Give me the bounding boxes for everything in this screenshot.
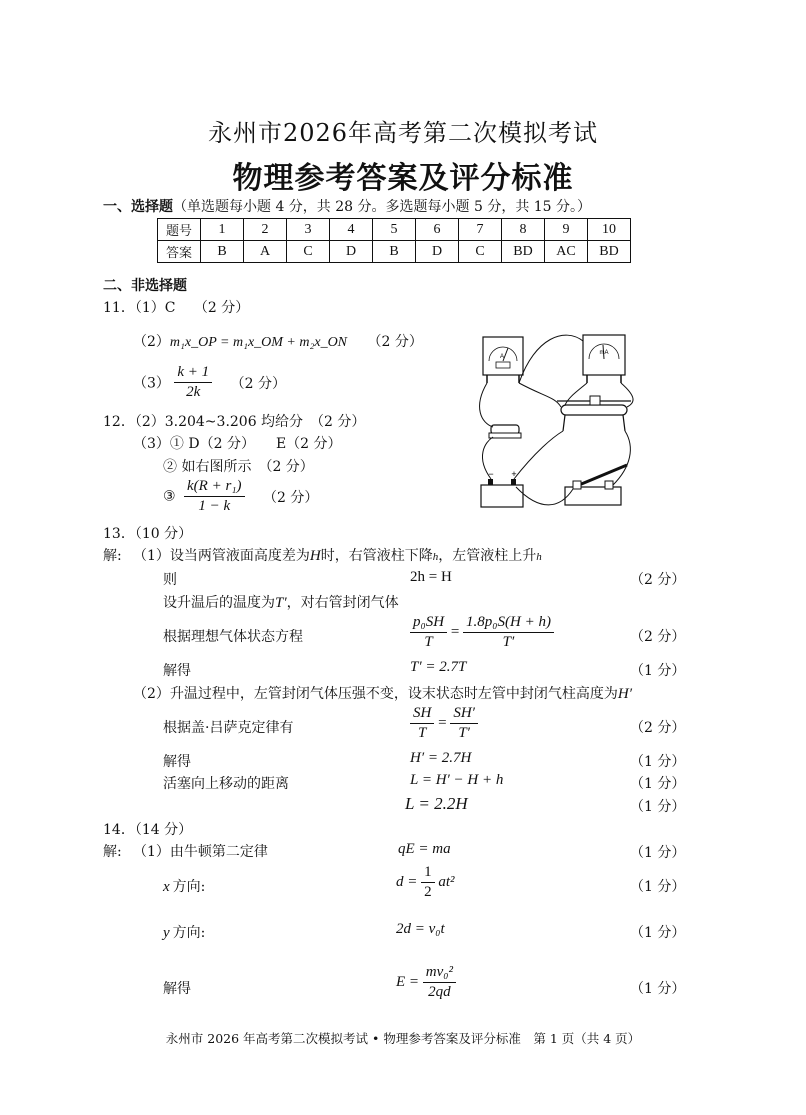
var-y: y xyxy=(163,925,170,941)
q-number: 5 xyxy=(373,219,416,241)
q13-p5-text: （2）升温过程中，左管封闭气体压强不变，设末状态时左管中封闭气柱高度为 xyxy=(133,686,618,702)
var-x: x xyxy=(163,879,170,895)
answer-cell: B xyxy=(373,241,416,263)
q12-line3: ② 如右图所示 （2 分） xyxy=(163,459,314,475)
q14-x-label: 方向: xyxy=(172,879,206,895)
fraction-denominator: T′ xyxy=(458,725,470,741)
switch-icon xyxy=(565,465,627,505)
q-number: 3 xyxy=(287,219,330,241)
q13-then-label: 则 xyxy=(163,572,177,588)
page-footer: 永州市 2026 年高考第二次模拟考试 • 物理参考答案及评分标准 第 1 页（共 4 页） xyxy=(165,1031,641,1046)
q13-eq1: 2h = H xyxy=(410,569,452,585)
q-number: 4 xyxy=(330,219,373,241)
q-number: 8 xyxy=(502,219,545,241)
q14-solve-label: 解: xyxy=(103,844,122,860)
fraction-denominator: 1 − k xyxy=(198,498,231,514)
q13-part2-intro xyxy=(133,683,632,703)
q13-ideal-gas-equation: $\frac{\text{p₀SH}}{T}$ = $\frac{\text{1.8p₀S(H + h)}}{T'}$ xyxy=(410,614,554,651)
fraction-denominator: T′ xyxy=(502,634,515,650)
q11-line3-score: （2 分） xyxy=(230,375,286,392)
fraction-numerator: 1 xyxy=(421,864,435,883)
circuit-diagram xyxy=(465,327,645,512)
fraction xyxy=(421,864,435,901)
fraction-numerator: SH xyxy=(410,705,434,724)
milliammeter-label: mA xyxy=(599,350,609,356)
answer-cell: C xyxy=(287,241,330,263)
fraction-numerator: p₀SH xyxy=(410,614,447,633)
q11-line2-score: （2 分） xyxy=(367,334,423,350)
q12-fraction xyxy=(184,478,245,515)
answer-cell: D xyxy=(330,241,373,263)
answer-cell: A xyxy=(244,241,287,263)
answer-table-number-row xyxy=(158,219,631,241)
q13-score4: （2 分） xyxy=(630,720,686,736)
exam-title: 永州市2026年高考第二次模拟考试 xyxy=(207,119,599,147)
q-number: 1 xyxy=(201,219,244,241)
q14-header: 14．（14 分） xyxy=(103,822,193,838)
q12-line4-prefix: ③ xyxy=(163,488,176,505)
q13-p2-tail: ，对右管封闭气体 xyxy=(286,595,399,611)
q11-line3-prefix: （3） xyxy=(133,375,170,392)
q14-score1: （1 分） xyxy=(630,845,686,861)
q14-eq3: 2d = v₀t xyxy=(396,921,445,937)
fraction xyxy=(410,614,447,651)
q14-eq4 xyxy=(396,964,456,1001)
q14-solve-result-label: 解得 xyxy=(163,981,191,997)
section1-heading: 一、选择题 xyxy=(103,199,173,215)
q13-solve-result-label: 解得 xyxy=(163,663,191,679)
q13-score5: （1 分） xyxy=(630,754,686,770)
q-number: 7 xyxy=(459,219,502,241)
q14-score3: （1 分） xyxy=(630,925,686,941)
q13-part1-step2 xyxy=(163,592,399,612)
q12-line2: （3）① D（2 分） E（2 分） xyxy=(133,436,342,452)
fraction-denominator: 2 xyxy=(424,884,432,900)
q13-part1-intro xyxy=(133,545,542,565)
fraction-numerator: k + 1 xyxy=(174,364,212,383)
answer-cell: C xyxy=(459,241,502,263)
answer-cell: B xyxy=(201,241,244,263)
section1-header xyxy=(103,196,591,216)
q13-eq5: H′ = 2.7H xyxy=(410,750,472,766)
q12-line4-score: （2 分） xyxy=(262,489,319,506)
q11-line2 xyxy=(133,331,423,351)
q14-y-label: 方向: xyxy=(172,925,206,941)
eq-prefix: d = xyxy=(396,874,418,890)
milliammeter-icon xyxy=(583,335,625,383)
var-H-prime: H′ xyxy=(617,686,633,702)
answer-cell: D xyxy=(416,241,459,263)
ammeter-label: A xyxy=(499,354,505,360)
fraction-denominator: T xyxy=(418,725,427,741)
q14-score2: （1 分） xyxy=(630,879,686,895)
q13-eq3: T′ = 2.7T xyxy=(410,659,467,675)
resistor-icon xyxy=(489,425,521,438)
fraction xyxy=(463,614,554,651)
q11-line3 xyxy=(133,364,286,401)
q13-score2: （2 分） xyxy=(630,629,686,645)
fraction-numerator: SH′ xyxy=(450,705,478,724)
rheostat-icon xyxy=(557,396,631,431)
q13-p2-text: 设升温后的温度为 xyxy=(163,595,275,611)
q-number: 2 xyxy=(244,219,287,241)
q13-score1: （2 分） xyxy=(630,572,686,588)
q13-gay-lussac-label: 根据盖·吕萨克定律有 xyxy=(163,720,294,736)
var-h: h xyxy=(536,551,542,563)
q11-line1: 11．（1）C （2 分） xyxy=(103,300,250,316)
q14-y-direction xyxy=(163,922,205,942)
fraction-numerator: mv₀² xyxy=(423,964,456,983)
q13-p1-tail: ，左管液柱上升 xyxy=(438,548,537,564)
q13-score7: （1 分） xyxy=(630,799,686,815)
var-T-prime: T′ xyxy=(275,595,287,611)
q13-eq6: L = H′ − H + h xyxy=(410,772,504,788)
ammeter-icon xyxy=(483,337,523,383)
fraction xyxy=(423,964,456,1001)
q13-distance-label: 活塞向上移动的距离 xyxy=(163,776,289,792)
var-H: H xyxy=(309,548,321,564)
q13-p1-text: （1）设当两管液面高度差为 xyxy=(133,548,310,564)
answer-cell: AC xyxy=(545,241,588,263)
eq-suffix: at² xyxy=(438,874,455,890)
answer-table-answer-row xyxy=(158,241,631,263)
fraction-denominator: 2qd xyxy=(428,984,451,1000)
q13-solve-label: 解: xyxy=(103,548,122,564)
q14-eq2 xyxy=(396,864,455,901)
battery-plus-label: + xyxy=(511,469,517,479)
q14-score4: （1 分） xyxy=(630,981,686,997)
q14-eq1: qE = ma xyxy=(398,841,451,857)
q14-x-direction xyxy=(163,876,205,896)
section2-heading: 二、非选择题 xyxy=(103,278,187,294)
fraction xyxy=(410,705,434,742)
q14-part1-intro: （1）由牛顿第二定律 xyxy=(133,844,268,860)
battery-minus-label: − xyxy=(488,469,494,479)
fraction-numerator: k(R + r₁) xyxy=(184,478,245,497)
q13-gay-lussac-equation: $\frac{SH}{T}$ = $\frac{SH'}{T'}$ xyxy=(410,705,478,742)
q13-eq7: L = 2.2H xyxy=(405,794,468,813)
q-number: 10 xyxy=(588,219,631,241)
q13-p1-mid: 时，右管液柱下降 xyxy=(320,548,433,564)
var-h: h xyxy=(432,551,439,563)
q12-line4 xyxy=(163,478,318,515)
row-label-answer: 答案 xyxy=(158,241,201,263)
q11-momentum-equation: m₁x_OP = m₁x_OM + m₂x_ON xyxy=(169,335,348,350)
eq-prefix: E = xyxy=(396,974,420,990)
q11-fraction xyxy=(174,364,212,401)
row-label-number: 题号 xyxy=(158,219,201,241)
q12-line1: 12．（2）3.204~3.206 均给分 （2 分） xyxy=(103,414,366,430)
q-number: 9 xyxy=(545,219,588,241)
answer-table xyxy=(157,218,631,263)
q13-score3: （1 分） xyxy=(630,663,686,679)
fraction-denominator: 2k xyxy=(186,384,201,400)
q13-solve-result-label2: 解得 xyxy=(163,754,191,770)
q13-header: 13．（10 分） xyxy=(103,526,193,542)
answer-cell: BD xyxy=(502,241,545,263)
fraction-denominator: T xyxy=(424,634,433,650)
q13-score6: （1 分） xyxy=(630,776,686,792)
fraction xyxy=(450,705,478,742)
answer-cell: BD xyxy=(588,241,631,263)
fraction-numerator: 1.8p₀S(H + h) xyxy=(463,614,554,633)
q-number: 6 xyxy=(416,219,459,241)
section1-note: （单选题每小题 4 分，共 28 分。多选题每小题 5 分，共 15 分。） xyxy=(173,199,592,215)
q11-line2-prefix: （2） xyxy=(133,334,170,350)
page-title: 物理参考答案及评分标准 xyxy=(232,161,574,196)
q13-ideal-gas-label: 根据理想气体状态方程 xyxy=(163,629,303,645)
